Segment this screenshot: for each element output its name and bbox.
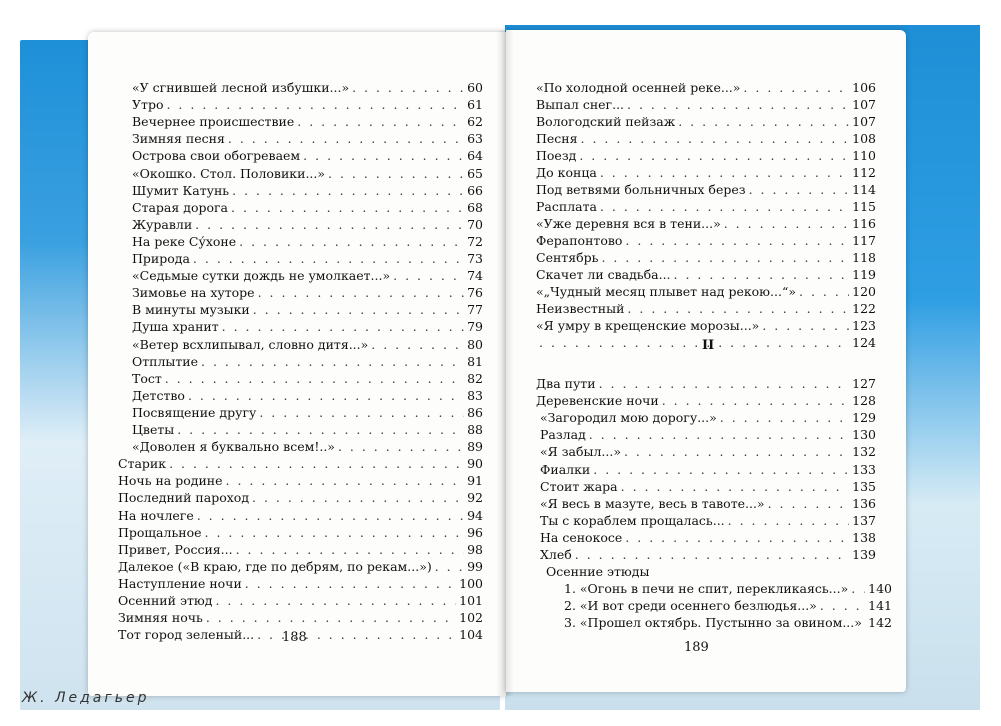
toc-entry-page: 123 [852, 318, 876, 333]
toc-entry-title: Ты с кораблем прощалась... [540, 512, 725, 528]
toc-entry [536, 233, 876, 248]
toc-entry-page: 102 [459, 610, 483, 626]
toc-entry-page: 127 [852, 376, 876, 391]
toc-dot-leader [799, 284, 849, 299]
toc-dot-leader [579, 148, 849, 163]
toc-entry-page: 119 [852, 267, 876, 282]
toc-entry [132, 114, 483, 129]
toc-dot-leader [328, 166, 464, 181]
toc-entry-title: Зимняя ночь [118, 610, 203, 626]
toc-dot-leader [169, 456, 464, 471]
toc-dot-leader [539, 335, 849, 350]
toc-entry [132, 166, 483, 181]
right-page [506, 30, 906, 692]
toc-entry [540, 513, 876, 528]
toc-entry [536, 301, 876, 316]
toc-entry [118, 593, 483, 608]
toc-dot-leader [236, 542, 464, 557]
toc-entry-page: 76 [467, 285, 483, 301]
toc-entry-title: Осенний этюд [118, 593, 213, 608]
toc-entry-title: «По холодной осенней реке...» [536, 80, 741, 95]
toc-entry [536, 393, 876, 408]
toc-entry-title: Детство [132, 387, 185, 403]
toc-entry-title: Отплытие [132, 353, 199, 369]
toc-dot-leader [728, 513, 850, 528]
toc-dot-leader [624, 444, 849, 459]
toc-dot-leader [621, 479, 850, 494]
toc-dot-leader [662, 393, 849, 408]
toc-entry-page: 65 [467, 165, 483, 181]
toc-dot-leader [352, 80, 464, 95]
toc-entry-title: Зимняя песня [132, 131, 225, 147]
toc-entry [118, 576, 483, 591]
toc-entry-title: Утро [132, 97, 164, 113]
toc-entry-page: 114 [852, 182, 876, 197]
toc-dot-leader [678, 114, 849, 129]
toc-entry [132, 439, 483, 454]
toc-dot-leader [206, 610, 456, 625]
toc-entry-page: 90 [467, 456, 483, 472]
toc-entry-title: Сентябрь [536, 250, 599, 265]
toc-entry [564, 598, 892, 613]
toc-entry-page: 99 [467, 558, 483, 574]
toc-entry-title: «Я весь в мазуте, весь в тавоте...» [540, 495, 765, 511]
toc-dot-leader [232, 183, 464, 198]
toc-entry-title: 3. «Прошел октябрь. Пустынно за овином...» [564, 615, 862, 631]
toc-entry [536, 97, 876, 112]
toc-dot-leader [197, 508, 464, 523]
toc-entry-title: Разлад [540, 427, 586, 443]
toc-entry-page: 128 [852, 393, 876, 409]
toc-dot-leader [371, 337, 464, 352]
toc-entry [132, 388, 483, 403]
toc-entry [536, 199, 876, 214]
toc-entry-title: Журавли [132, 216, 193, 232]
toc-entry-page: 62 [467, 114, 483, 130]
toc-dot-leader [762, 318, 849, 333]
toc-entry [132, 354, 483, 369]
toc-dot-leader [188, 388, 464, 403]
toc-entry-title: «Уже деревня вся в тени...» [536, 216, 721, 231]
toc-entry-title: На сенокосе [540, 529, 623, 545]
toc-entry-title: «У сгнившей лесной избушки...» [132, 80, 350, 95]
toc-entry [564, 581, 892, 596]
toc-entry-page: 101 [459, 593, 483, 608]
toc-entry [132, 200, 483, 215]
toc-entry-page: 77 [467, 302, 483, 318]
toc-entry [540, 547, 876, 562]
toc-entry [536, 267, 876, 282]
toc-entry [564, 615, 892, 630]
toc-entry-page: 137 [852, 512, 876, 528]
toc-entry-page: 136 [852, 495, 876, 511]
toc-entry [132, 148, 483, 163]
toc-entry-page: 74 [467, 268, 483, 284]
toc-entry-title: Выпал снег... [536, 97, 625, 112]
toc-dot-leader [851, 581, 865, 596]
toc-entry-page: 61 [467, 97, 483, 113]
toc-entry-page: 70 [467, 216, 483, 232]
toc-entry [132, 422, 483, 437]
toc-dot-leader [193, 251, 464, 266]
toc-entry-page: 141 [868, 598, 892, 614]
toc-entry-title: Привет, Россия... [118, 541, 233, 557]
toc-entry [132, 268, 483, 283]
toc-dot-leader [720, 410, 849, 425]
toc-entry-page: 63 [467, 131, 483, 147]
toc-entry-title: Песня [536, 131, 578, 146]
toc-dot-leader [215, 593, 456, 608]
toc-entry-page: 104 [459, 627, 483, 643]
toc-entry-page: 122 [852, 301, 876, 316]
toc-entry-page: 107 [852, 114, 876, 129]
toc-entry-page: 142 [868, 615, 892, 631]
toc-entry-title: Деревенские ночи [536, 393, 659, 409]
toc-dot-leader [165, 371, 464, 386]
toc-entry [536, 376, 876, 391]
toc-entry-title: Неизвестный [536, 301, 625, 316]
toc-entry [118, 490, 483, 505]
toc-dot-leader [393, 268, 464, 283]
toc-entry-page: 94 [467, 507, 483, 523]
toc-entry-title: «Доволен я буквально всем!..» [132, 439, 335, 455]
toc-dot-leader [627, 301, 849, 316]
toc-entry-title: «Седьмые сутки дождь не умолкает...» [132, 268, 391, 284]
toc-entry-page: 72 [467, 233, 483, 249]
toc-entry-title: Два пути [536, 376, 596, 391]
toc-entry-page: 117 [852, 233, 876, 248]
toc-dot-leader [625, 530, 849, 545]
toc-entry-page: 124 [852, 335, 876, 350]
toc-dot-leader [231, 200, 464, 215]
toc-entry-title: Вечернее происшествие [132, 114, 295, 130]
toc-dot-leader [627, 97, 849, 112]
toc-dot-leader [768, 496, 850, 511]
toc-dot-leader [593, 462, 849, 477]
toc-entry-title: Наступление ночи [118, 575, 242, 591]
toc-entry-title: Расплата [536, 199, 597, 214]
toc-dot-leader [600, 199, 849, 214]
toc-dot-leader [226, 473, 465, 488]
toc-dot-leader [743, 80, 849, 95]
toc-entry-title: Стоит жара [540, 478, 618, 494]
toc-entry-page: 112 [852, 165, 876, 180]
toc-entry-title: «Загородил мою дорогу...» [540, 410, 717, 426]
toc-dot-leader [338, 439, 464, 454]
toc-entry-page: 132 [852, 444, 876, 460]
toc-dot-leader [239, 234, 464, 249]
toc-dot-leader [625, 233, 849, 248]
toc-entry-title: Скачет ли свадьба... [536, 267, 671, 282]
toc-entry-page: 82 [467, 370, 483, 386]
toc-entry-page: 68 [467, 199, 483, 215]
toc-entry [132, 217, 483, 232]
toc-entry-page: 108 [852, 131, 876, 146]
toc-dot-leader [581, 131, 850, 146]
toc-dot-leader [589, 427, 849, 442]
toc-entry [536, 165, 876, 180]
toc-entry [132, 337, 483, 352]
toc-dot-leader [749, 182, 850, 197]
toc-dot-leader [599, 376, 850, 391]
book-gutter [496, 30, 514, 696]
toc-entry-page: 79 [467, 319, 483, 335]
toc-dot-leader [674, 267, 850, 282]
toc-entry-title: «Я забыл...» [540, 444, 621, 460]
toc-entry-title: На ночлеге [118, 507, 194, 523]
toc-entry-page: 120 [852, 284, 876, 299]
toc-entry-page: 129 [852, 410, 876, 426]
toc-entry [132, 97, 483, 112]
toc-dot-leader [724, 216, 849, 231]
toc-entry-title: Тост [132, 370, 162, 386]
toc-entry-page: 96 [467, 524, 483, 540]
toc-entry-page: 98 [467, 541, 483, 557]
toc-dot-leader [245, 576, 456, 591]
toc-entry-page: 89 [467, 439, 483, 455]
toc-dot-leader [259, 405, 464, 420]
toc-entry-title: Тот город зеленый... [118, 627, 255, 643]
toc-entry-title: «„Чудный месяц плывет над рекою...“» [536, 284, 797, 299]
toc-entry-page: 83 [467, 387, 483, 403]
toc-entry [540, 410, 876, 425]
toc-entry [540, 479, 876, 494]
left-page [88, 32, 506, 696]
toc-dot-leader [252, 490, 464, 505]
page-number-right: 189 [684, 640, 709, 655]
toc-entry-page: 86 [467, 404, 483, 420]
toc-entry-title: Вологодский пейзаж [536, 114, 676, 129]
toc-entry [536, 216, 876, 231]
toc-entry-page: 80 [467, 336, 483, 352]
toc-entry [118, 456, 483, 471]
toc-entry [132, 285, 483, 300]
toc-dot-leader [166, 97, 464, 112]
toc-entry-title: Шумит Катунь [132, 182, 230, 198]
toc-entry-title: Ночь на родине [118, 473, 223, 489]
toc-entry [536, 250, 876, 265]
toc-entry [132, 183, 483, 198]
toc-dot-leader [820, 598, 865, 613]
toc-entry [132, 234, 483, 249]
toc-entry-title: Хлеб [540, 547, 572, 562]
toc-entry [540, 530, 876, 545]
toc-dot-leader [601, 250, 849, 265]
toc-entry-page: 133 [852, 461, 876, 477]
toc-entry-page: 60 [467, 80, 483, 95]
toc-group-title: Осенние этюды [546, 564, 650, 580]
toc-entry-title: Старик [118, 456, 167, 472]
toc-entry [118, 508, 483, 523]
toc-dot-leader [575, 547, 849, 562]
toc-entry-page: 139 [852, 547, 876, 562]
toc-entry-title: Душа хранит [132, 319, 219, 335]
toc-entry [536, 114, 876, 129]
toc-entry [118, 559, 483, 574]
toc-entry [536, 284, 876, 299]
toc-entry-title: Последний пароход [118, 490, 250, 506]
toc-entry [118, 610, 483, 625]
toc-entry-page: 130 [852, 427, 876, 443]
toc-dot-leader [303, 148, 464, 163]
toc-entry [540, 444, 876, 459]
signature-handwriting: Ж. Ледагьер [22, 690, 150, 706]
toc-entry-title: «Я умру в крещенские морозы...» [536, 318, 760, 333]
toc-entry-page: 116 [852, 216, 876, 231]
toc-entry-page: 140 [868, 581, 892, 597]
section-heading: II [702, 338, 715, 353]
toc-dot-leader [177, 422, 464, 437]
toc-entry-title: «Окошко. Стол. Половики...» [132, 165, 326, 181]
toc-dot-leader [222, 319, 464, 334]
toc-entry-title: «Ветер всхлипывал, словно дитя...» [132, 336, 369, 352]
toc-entry-page: 92 [467, 490, 483, 506]
toc-entry [536, 182, 876, 197]
toc-entry [118, 542, 483, 557]
toc-entry [540, 462, 876, 477]
toc-entry [132, 302, 483, 317]
toc-entry-title: Зимовье на хуторе [132, 285, 255, 301]
toc-entry-title: Поезд [536, 148, 577, 163]
toc-entry-title: Старая дорога [132, 199, 228, 215]
toc-entry-title: В минуты музыки [132, 302, 250, 318]
toc-dot-leader [600, 165, 849, 180]
toc-entry-page: 64 [467, 148, 483, 164]
toc-entry [540, 496, 876, 511]
toc-entry-page: 135 [852, 478, 876, 494]
toc-dot-leader [297, 114, 464, 129]
page-number-left: 188 [282, 630, 307, 645]
toc-entry-title: Острова свои обогреваем [132, 148, 301, 164]
toc-entry-title: 2. «И вот среди осеннего безлюдья...» [564, 598, 817, 614]
toc-entry-title: Посвящение другу [132, 404, 257, 420]
toc-entry-title: Под ветвями больничных берез [536, 182, 746, 197]
toc-dot-leader [435, 559, 464, 574]
toc-entry [536, 131, 876, 146]
toc-entry-page: 138 [852, 529, 876, 545]
toc-entry-title: Фиалки [540, 461, 591, 477]
toc-dot-leader [205, 525, 465, 540]
toc-entry-page: 110 [852, 148, 876, 163]
toc-entry-page: 81 [467, 353, 483, 369]
toc-dot-leader [253, 302, 464, 317]
toc-entry-page: 73 [467, 251, 483, 266]
toc-entry [132, 405, 483, 420]
toc-entry-title: Далекое («В краю, где по дебрям, по рекам...») [118, 558, 432, 574]
toc-entry-page: 66 [467, 182, 483, 198]
toc-entry [132, 131, 483, 146]
toc-entry [536, 80, 876, 95]
toc-entry [132, 371, 483, 386]
toc-entry-page: 107 [852, 97, 876, 112]
toc-entry [118, 473, 483, 488]
toc-entry-title: Цветы [132, 422, 175, 437]
toc-entry-page: 88 [467, 422, 483, 437]
toc-dot-leader [228, 131, 464, 146]
toc-dot-leader [201, 354, 464, 369]
toc-entry-title: На реке Су́хоне [132, 233, 237, 249]
toc-entry [536, 148, 876, 163]
toc-entry-title: 1. «Огонь в печи не спит, перекликаясь...» [564, 581, 849, 597]
toc-entry-page: 100 [459, 575, 483, 591]
toc-entry-page: 91 [467, 473, 483, 489]
toc-entry-page: 106 [852, 80, 876, 95]
toc-entry [132, 319, 483, 334]
toc-entry [118, 525, 483, 540]
toc-entry [540, 427, 876, 442]
toc-entry-page: 118 [852, 250, 876, 265]
toc-entry-page: 115 [852, 199, 876, 214]
toc-entry-title: Прощальное [118, 524, 202, 540]
toc-entry [536, 318, 876, 333]
toc-dot-leader [195, 217, 464, 232]
toc-entry-title: Природа [132, 251, 190, 266]
toc-dot-leader [258, 285, 465, 300]
toc-entry-title: Ферапонтово [536, 233, 623, 248]
toc-entry [132, 80, 483, 95]
toc-entry [132, 251, 483, 266]
toc-entry-title: До конца [536, 165, 597, 180]
